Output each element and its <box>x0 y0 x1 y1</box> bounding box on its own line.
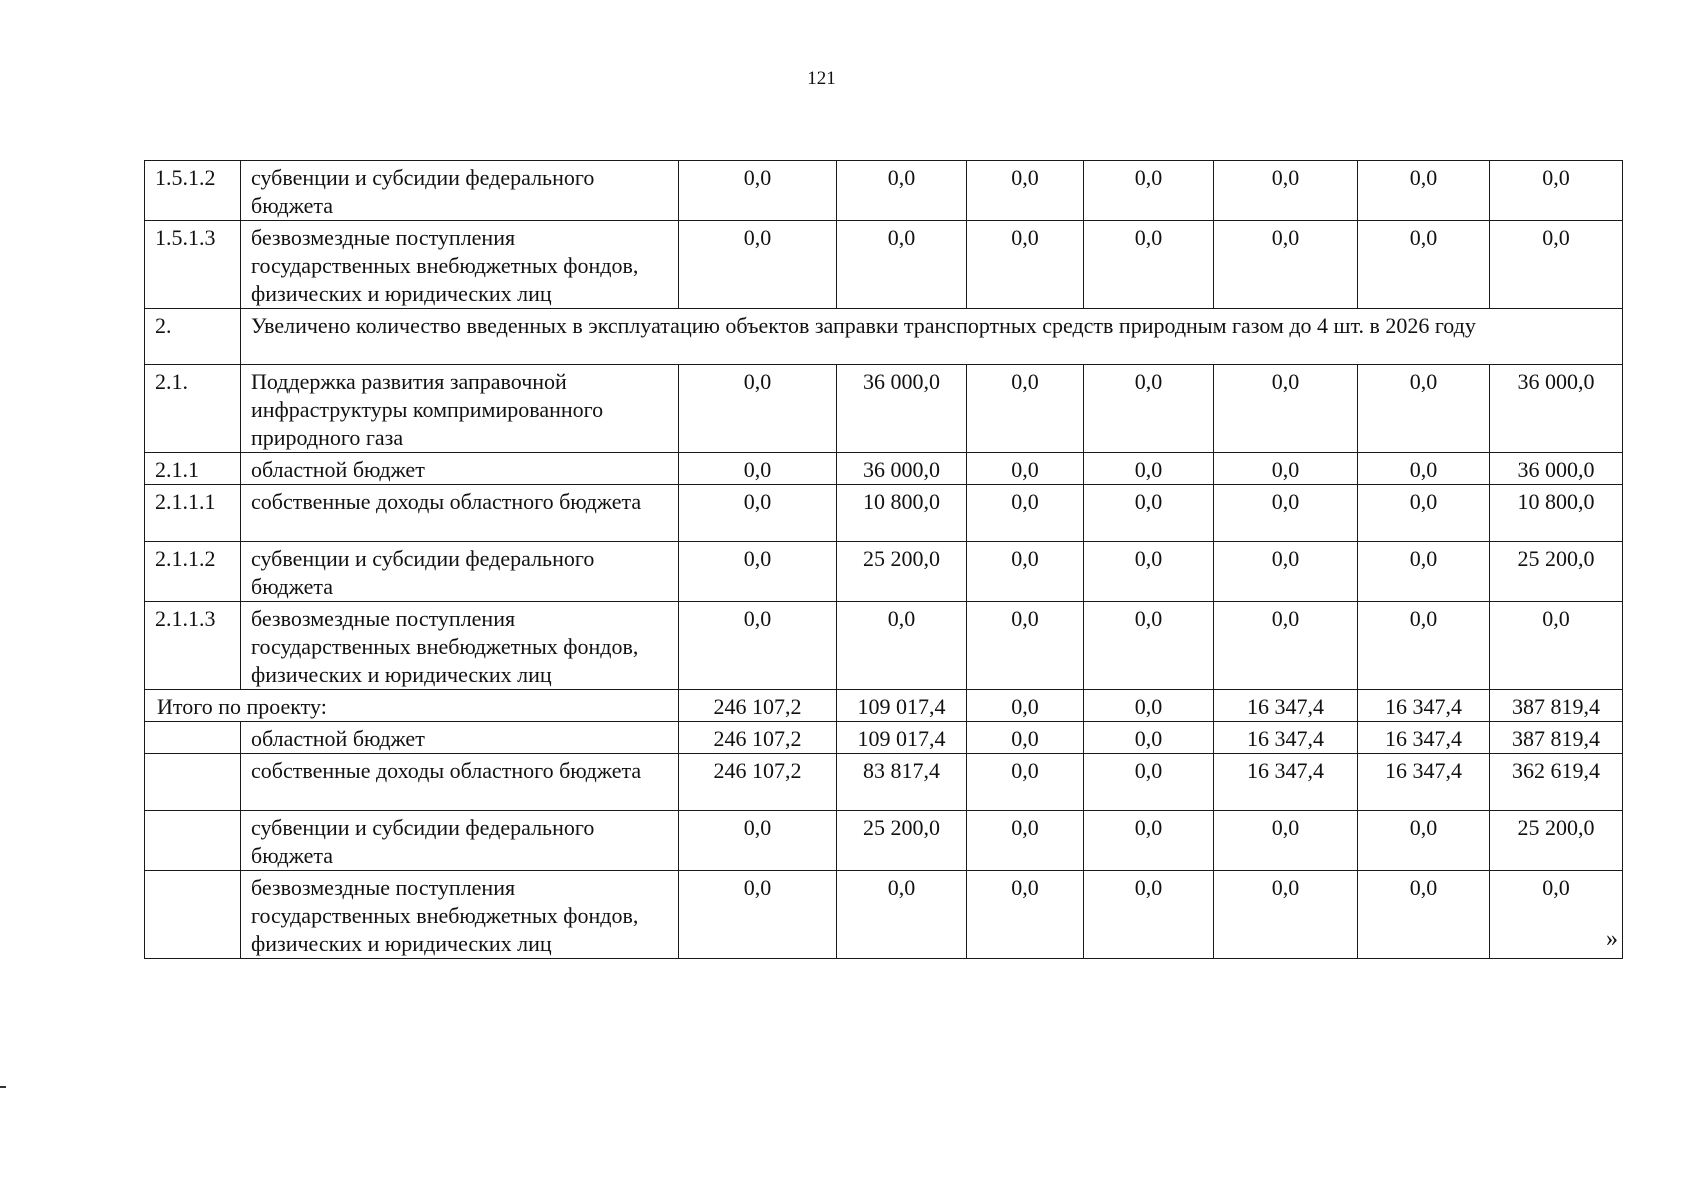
value-cell: 0,0 <box>1084 722 1214 754</box>
table-row <box>145 161 1623 221</box>
section-heading: Увеличено количество введенных в эксплуатацию объектов заправки транспортных средств природным газом до 4 шт. в 2026 году <box>241 309 1623 365</box>
value-cell: 16 347,4 <box>1358 754 1490 811</box>
table-row <box>145 871 1623 959</box>
value-cell: 246 107,2 <box>679 754 837 811</box>
row-label: Поддержка развития заправочной инфраструктуры компримированного природного газа <box>241 365 679 453</box>
value-cell: 0,0 <box>1358 542 1490 602</box>
value-cell: 0,0 <box>1214 453 1358 485</box>
value-cell: 0,0 <box>1358 811 1490 871</box>
value-cell: 387 819,4 <box>1490 690 1623 722</box>
table-row <box>145 542 1623 602</box>
row-label: безвозмездные поступления государственных внебюджетных фондов, физических и юридических лиц <box>241 221 679 309</box>
row-label: областной бюджет <box>241 453 679 485</box>
value-cell: 0,0 <box>1084 602 1214 690</box>
row-label: субвенции и субсидии федерального бюджета <box>241 542 679 602</box>
value-cell: 0,0 <box>1358 602 1490 690</box>
value-cell: 0,0 <box>967 871 1084 959</box>
value-cell: 0,0 <box>967 722 1084 754</box>
row-code <box>145 754 241 811</box>
value-cell: 0,0 <box>967 365 1084 453</box>
page-number: 121 <box>807 68 836 89</box>
row-label: собственные доходы областного бюджета <box>241 754 679 811</box>
value-cell: 0,0 <box>1358 871 1490 959</box>
row-code: 2. <box>145 309 241 365</box>
value-cell: 25 200,0 <box>837 542 967 602</box>
row-label: собственные доходы областного бюджета <box>241 485 679 542</box>
value-cell: 0,0 <box>837 602 967 690</box>
value-cell: 16 347,4 <box>1358 690 1490 722</box>
row-code <box>145 871 241 959</box>
value-cell: 0,0 <box>1214 542 1358 602</box>
total-row <box>145 690 1623 722</box>
table-row <box>145 485 1623 542</box>
value-cell: 10 800,0 <box>1490 485 1623 542</box>
value-cell: 83 817,4 <box>837 754 967 811</box>
row-code: 2.1.1.1 <box>145 485 241 542</box>
total-label: Итого по проекту: <box>145 690 679 722</box>
row-code <box>145 811 241 871</box>
value-cell: 0,0 <box>1358 485 1490 542</box>
value-cell: 0,0 <box>1490 871 1623 959</box>
value-cell: 0,0 <box>679 485 837 542</box>
value-cell: 0,0 <box>1214 811 1358 871</box>
value-cell: 246 107,2 <box>679 690 837 722</box>
value-cell: 0,0 <box>1358 365 1490 453</box>
row-code: 1.5.1.2 <box>145 161 241 221</box>
value-cell: 25 200,0 <box>1490 542 1623 602</box>
value-cell: 0,0 <box>1490 602 1623 690</box>
value-cell: 0,0 <box>1214 221 1358 309</box>
value-cell: 0,0 <box>837 161 967 221</box>
value-cell: 36 000,0 <box>837 453 967 485</box>
value-cell: 0,0 <box>679 453 837 485</box>
row-label: безвозмездные поступления государственных внебюджетных фондов, физических и юридических лиц <box>241 871 679 959</box>
table-row <box>145 602 1623 690</box>
value-cell: 0,0 <box>837 871 967 959</box>
row-code: 2.1.1.3 <box>145 602 241 690</box>
value-cell: 25 200,0 <box>837 811 967 871</box>
value-cell: 0,0 <box>967 221 1084 309</box>
value-cell: 0,0 <box>679 542 837 602</box>
value-cell: 0,0 <box>967 602 1084 690</box>
value-cell: 0,0 <box>967 161 1084 221</box>
row-label: субвенции и субсидии федерального бюджета <box>241 811 679 871</box>
value-cell: 246 107,2 <box>679 722 837 754</box>
value-cell: 0,0 <box>1084 485 1214 542</box>
value-cell: 36 000,0 <box>1490 453 1623 485</box>
value-cell: 0,0 <box>1084 690 1214 722</box>
value-cell: 0,0 <box>1490 161 1623 221</box>
row-code: 2.1.1 <box>145 453 241 485</box>
value-cell: 0,0 <box>967 542 1084 602</box>
value-cell: 387 819,4 <box>1490 722 1623 754</box>
value-cell: 25 200,0 <box>1490 811 1623 871</box>
closing-quote-mark: » <box>1606 926 1618 952</box>
table-row <box>145 365 1623 453</box>
value-cell: 0,0 <box>1214 365 1358 453</box>
budget-table <box>144 160 1623 959</box>
row-label: областной бюджет <box>241 722 679 754</box>
value-cell: 0,0 <box>679 602 837 690</box>
value-cell: 0,0 <box>967 690 1084 722</box>
value-cell: 0,0 <box>1490 221 1623 309</box>
value-cell: 0,0 <box>679 161 837 221</box>
value-cell: 0,0 <box>1084 453 1214 485</box>
value-cell: 109 017,4 <box>837 722 967 754</box>
value-cell: 0,0 <box>1214 602 1358 690</box>
value-cell: 362 619,4 <box>1490 754 1623 811</box>
value-cell: 0,0 <box>967 485 1084 542</box>
value-cell: 0,0 <box>679 365 837 453</box>
value-cell: 0,0 <box>1358 453 1490 485</box>
table-row <box>145 453 1623 485</box>
value-cell: 0,0 <box>1214 871 1358 959</box>
value-cell: 0,0 <box>1084 161 1214 221</box>
value-cell: 0,0 <box>1084 754 1214 811</box>
row-label: субвенции и субсидии федерального бюджета <box>241 161 679 221</box>
value-cell: 109 017,4 <box>837 690 967 722</box>
value-cell: 0,0 <box>1358 161 1490 221</box>
row-code: 2.1. <box>145 365 241 453</box>
value-cell: 36 000,0 <box>1490 365 1623 453</box>
table-row <box>145 722 1623 754</box>
value-cell: 0,0 <box>679 871 837 959</box>
value-cell: 0,0 <box>1084 811 1214 871</box>
value-cell: 0,0 <box>1084 365 1214 453</box>
scan-edge-mark <box>0 1086 6 1088</box>
row-code: 2.1.1.2 <box>145 542 241 602</box>
value-cell: 0,0 <box>1084 871 1214 959</box>
table-row <box>145 221 1623 309</box>
value-cell: 0,0 <box>1084 221 1214 309</box>
value-cell: 0,0 <box>1358 221 1490 309</box>
table-row <box>145 754 1623 811</box>
value-cell: 0,0 <box>967 754 1084 811</box>
value-cell: 10 800,0 <box>837 485 967 542</box>
value-cell: 16 347,4 <box>1214 722 1358 754</box>
value-cell: 0,0 <box>967 811 1084 871</box>
section-heading-row <box>145 309 1623 365</box>
value-cell: 16 347,4 <box>1358 722 1490 754</box>
value-cell: 0,0 <box>967 453 1084 485</box>
table-row <box>145 811 1623 871</box>
value-cell: 0,0 <box>1214 161 1358 221</box>
value-cell: 16 347,4 <box>1214 754 1358 811</box>
value-cell: 0,0 <box>679 221 837 309</box>
value-cell: 0,0 <box>837 221 967 309</box>
value-cell: 36 000,0 <box>837 365 967 453</box>
row-code: 1.5.1.3 <box>145 221 241 309</box>
value-cell: 0,0 <box>1214 485 1358 542</box>
value-cell: 0,0 <box>1084 542 1214 602</box>
value-cell: 16 347,4 <box>1214 690 1358 722</box>
row-code <box>145 722 241 754</box>
value-cell: 0,0 <box>679 811 837 871</box>
row-label: безвозмездные поступления государственных внебюджетных фондов, физических и юридических лиц <box>241 602 679 690</box>
